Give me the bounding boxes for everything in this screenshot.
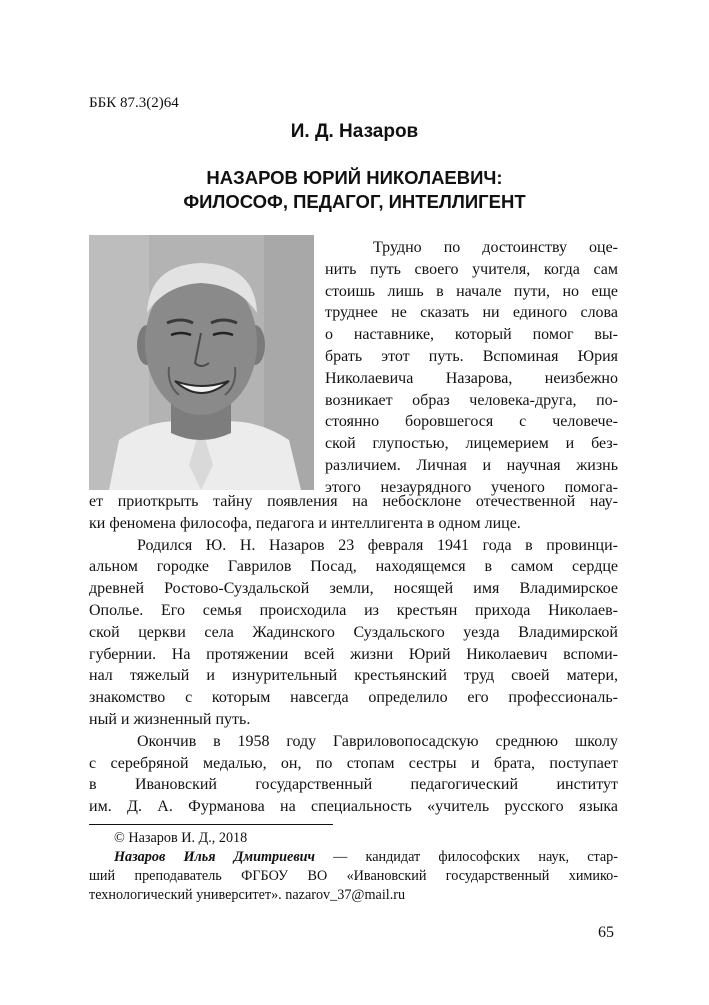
copyright-note: © Назаров И. Д., 2018 xyxy=(114,830,248,846)
text-line: Окончив в 1958 году Гавриловопосадскую среднюю школу xyxy=(137,732,618,750)
wrapped-paragraph xyxy=(325,237,618,499)
text-line: различием. Личная и научная жизнь xyxy=(325,456,618,474)
text-line: брать этот путь. Вспоминая Юрия xyxy=(325,347,618,365)
bio-line: ший преподаватель ФГБОУ ВО «Ивановский государственный химико- xyxy=(89,868,618,884)
title-line-2: ФИЛОСОФ, ПЕДАГОГ, ИНТЕЛЛИГЕНТ xyxy=(183,191,526,212)
text-line: в Ивановский государственный педагогический институт xyxy=(89,776,618,794)
text-line: Николаевича Назарова, неизбежно xyxy=(325,369,618,387)
text-line: стоишь лишь в начале пути, но еще xyxy=(325,282,618,300)
text-line: о наставнике, который помог вы- xyxy=(325,326,618,344)
footnotes xyxy=(89,829,618,905)
text-line: ской церкви села Жадинского Суздальского уезда Владимирской xyxy=(89,623,618,641)
bio-name: Назаров Илья Дмитриевич xyxy=(114,849,316,865)
page-number: 65 xyxy=(598,924,614,941)
text-line: ки феномена философа, педагога и интеллигента в одном лице. xyxy=(89,514,521,532)
text-line: альном городке Гаврилов Посад, находящемся в самом сердце xyxy=(89,558,618,576)
text-line: возникает образ человека-друга, по- xyxy=(325,391,618,409)
text-line: ской глупостью, лицемерием и без- xyxy=(325,435,618,453)
text-line: Ополье. Его семья происходила из крестьян прихода Николаев- xyxy=(89,601,618,619)
article-author: И. Д. Назаров xyxy=(290,121,419,142)
text-line: стоянно боровшегося с человече- xyxy=(325,413,618,431)
article-title xyxy=(0,166,709,214)
footnote-divider xyxy=(89,824,333,825)
text-line: нал тяжелый и изнурительный крестьянский труд своей матери, xyxy=(89,667,618,685)
text-line: с серебряной медалью, он, по стопам сестры и брата, поступает xyxy=(89,754,618,772)
text-line: губернии. На протяжении всей жизни Юрий Николаевич вспоми- xyxy=(89,645,618,663)
author-bio xyxy=(89,848,618,905)
title-line-1: НАЗАРОВ ЮРИЙ НИКОЛАЕВИЧ: xyxy=(206,167,503,188)
text-line: Трудно по достоинству оце- xyxy=(373,239,618,256)
text-line: труднее не сказать ни единого слова xyxy=(325,304,618,322)
bio-line: технологический университет». nazarov_37@mail.ru xyxy=(89,887,406,903)
portrait-photo xyxy=(89,235,314,490)
text-line: знакомство с которым навсегда определило его профессиональ- xyxy=(89,689,618,707)
text-line: древней Ростово-Суздальской земли, носящей имя Владимирское xyxy=(89,580,618,598)
body-text xyxy=(89,491,618,818)
bbk-code: ББК 87.3(2)64 xyxy=(89,95,179,111)
bio-line xyxy=(89,848,618,867)
text-line: им. Д. А. Фурманова на специальность «учитель русского языка xyxy=(89,798,618,816)
text-line: ный и жизненный путь. xyxy=(89,710,251,728)
bio-line-1-text: — кандидат философских наук, стар- xyxy=(315,849,618,865)
text-line: нить путь своего учителя, когда сам xyxy=(325,260,618,278)
text-line: Родился Ю. Н. Назаров 23 февраля 1941 года в провинци- xyxy=(137,536,618,554)
text-line: ет приоткрыть тайну появления на небосклоне отечественной нау- xyxy=(89,493,618,510)
text-line: этого незаурядного ученого помога- xyxy=(325,478,618,496)
